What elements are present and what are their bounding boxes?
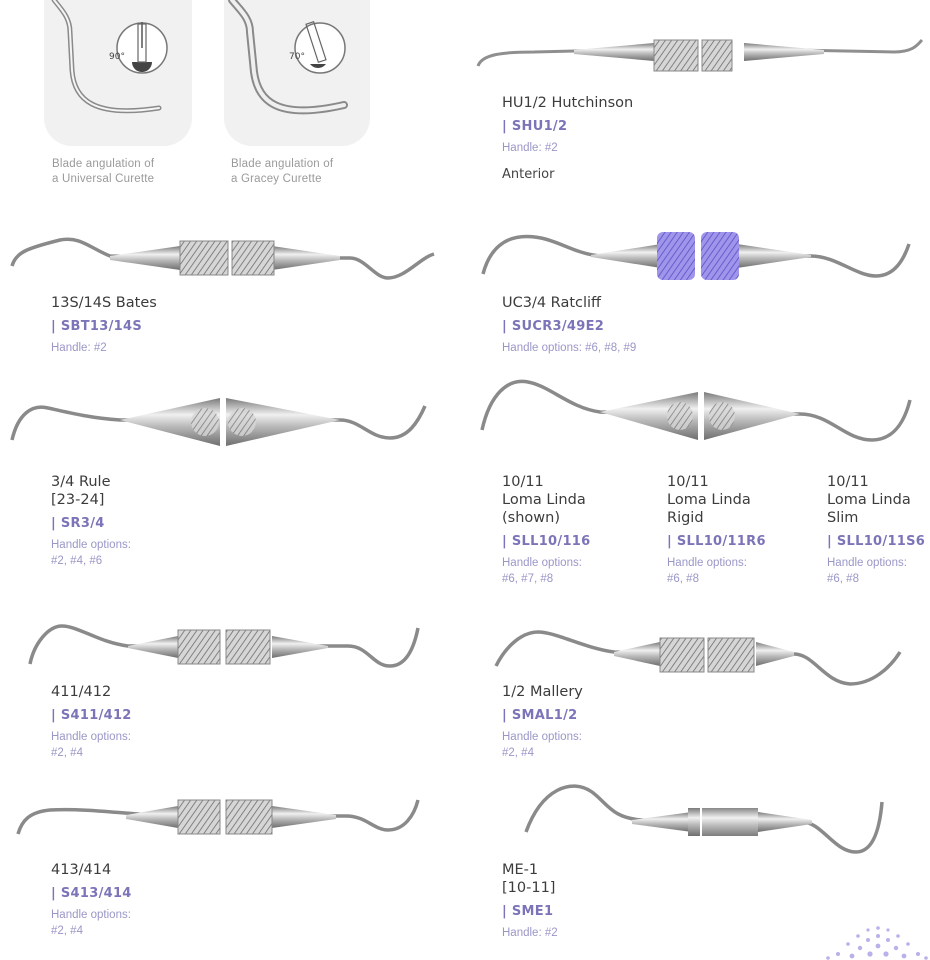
ll3-handle-line1: Handle options: [827, 557, 907, 569]
rule-instrument-image [10, 394, 430, 454]
bates-handle: Handle: #2 [51, 342, 107, 354]
rule-name-line2: [23-24] [51, 492, 105, 508]
ll1-name-line3: (shown) [502, 510, 560, 526]
ratcliff-instrument-image [481, 224, 913, 286]
rule-code: | SR3/4 [51, 516, 105, 531]
bates-info [51, 294, 157, 356]
ll3-code: | SLL10/11S6 [827, 534, 926, 549]
ll1-handle-line1: Handle options: [502, 557, 582, 569]
universal-caption-line1: Blade angulation of [52, 158, 155, 170]
angle-label-70: 70° [289, 52, 305, 62]
universal-caption [52, 157, 154, 187]
hu12-code: | SHU1/2 [502, 119, 568, 134]
s411-name: 411/412 [51, 684, 112, 700]
ll1-name-line2: Loma Linda [502, 492, 586, 508]
s413-handle-line1: Handle options: [51, 909, 131, 921]
me1-name-line1: ME-1 [502, 862, 539, 878]
mallery-instrument-image [494, 624, 904, 690]
ll2-name-line2: Loma Linda [667, 492, 751, 508]
s411-handle-line1: Handle options: [51, 731, 131, 743]
me1-handle: Handle: #2 [502, 927, 558, 939]
rule-handle-line2: #2, #4, #6 [51, 555, 103, 567]
mallery-code: | SMAL1/2 [502, 708, 578, 723]
ll3-name-line2: Loma Linda [827, 492, 911, 508]
rule-name-line1: 3/4 Rule [51, 474, 111, 490]
hu12-name: HU1/2 Hutchinson [502, 95, 634, 111]
s411-info [51, 683, 132, 761]
ll1-handle-line2: #6, #7, #8 [502, 573, 554, 585]
ll3-name-line3: Slim [827, 510, 859, 526]
ll1-code: | SLL10/116 [502, 534, 591, 549]
universal-caption-line2: a Universal Curette [52, 173, 155, 185]
universal-angulation-card [44, 0, 192, 146]
universal-curette-diagram [44, 0, 192, 146]
loma-linda-info [502, 473, 590, 587]
s411-code: | S411/412 [51, 708, 132, 723]
s411-handle-line2: #2, #4 [51, 747, 83, 759]
me1-info [502, 861, 558, 941]
mallery-name: 1/2 Mallery [502, 684, 583, 700]
bates-instrument-image [10, 228, 435, 283]
ll3-name-line1: 10/11 [827, 474, 869, 490]
hu12-note: Anterior [502, 167, 555, 182]
mallery-info [502, 683, 583, 761]
dot-burst-decoration [822, 922, 930, 960]
me1-code: | SME1 [502, 904, 554, 919]
hu12-instrument-image [474, 34, 924, 78]
gracey-curette-diagram [224, 0, 370, 146]
s413-code: | S413/414 [51, 886, 132, 901]
hu12-info [502, 94, 633, 184]
gracey-caption [231, 157, 333, 187]
bates-name: 13S/14S Bates [51, 295, 157, 311]
s413-instrument-image [16, 796, 420, 844]
me1-name-line2: [10-11] [502, 880, 556, 896]
ratcliff-info [502, 294, 636, 356]
loma-linda-instrument-image [480, 374, 916, 454]
ratcliff-name: UC3/4 Ratcliff [502, 295, 602, 311]
s413-handle-line2: #2, #4 [51, 925, 83, 937]
ll2-name-line3: Rigid [667, 510, 704, 526]
rule-handle-line1: Handle options: [51, 539, 131, 551]
ll3-handle-line2: #6, #8 [827, 573, 859, 585]
ll2-code: | SLL10/11R6 [667, 534, 766, 549]
ratcliff-code: | SUCR3/49E2 [502, 319, 605, 334]
mallery-handle-line1: Handle options: [502, 731, 582, 743]
gracey-angulation-card [224, 0, 370, 146]
mallery-handle-line2: #2, #4 [502, 747, 534, 759]
ll1-name-line1: 10/11 [502, 474, 544, 490]
hu12-handle: Handle: #2 [502, 142, 558, 154]
ll2-handle-line1: Handle options: [667, 557, 747, 569]
bates-code: | SBT13/14S [51, 319, 143, 334]
s413-info [51, 861, 132, 939]
me1-instrument-image [522, 782, 886, 862]
gracey-caption-line2: a Gracey Curette [231, 173, 322, 185]
gracey-caption-line1: Blade angulation of [231, 158, 334, 170]
ratcliff-handle: Handle options: #6, #8, #9 [502, 342, 637, 354]
s411-instrument-image [28, 618, 420, 674]
angle-label-90: 90° [109, 52, 125, 62]
loma-linda-slim-info [827, 473, 925, 587]
loma-linda-rigid-info [667, 473, 766, 587]
ll2-handle-line2: #6, #8 [667, 573, 699, 585]
s413-name: 413/414 [51, 862, 112, 878]
rule-info [51, 473, 131, 569]
ll2-name-line1: 10/11 [667, 474, 709, 490]
